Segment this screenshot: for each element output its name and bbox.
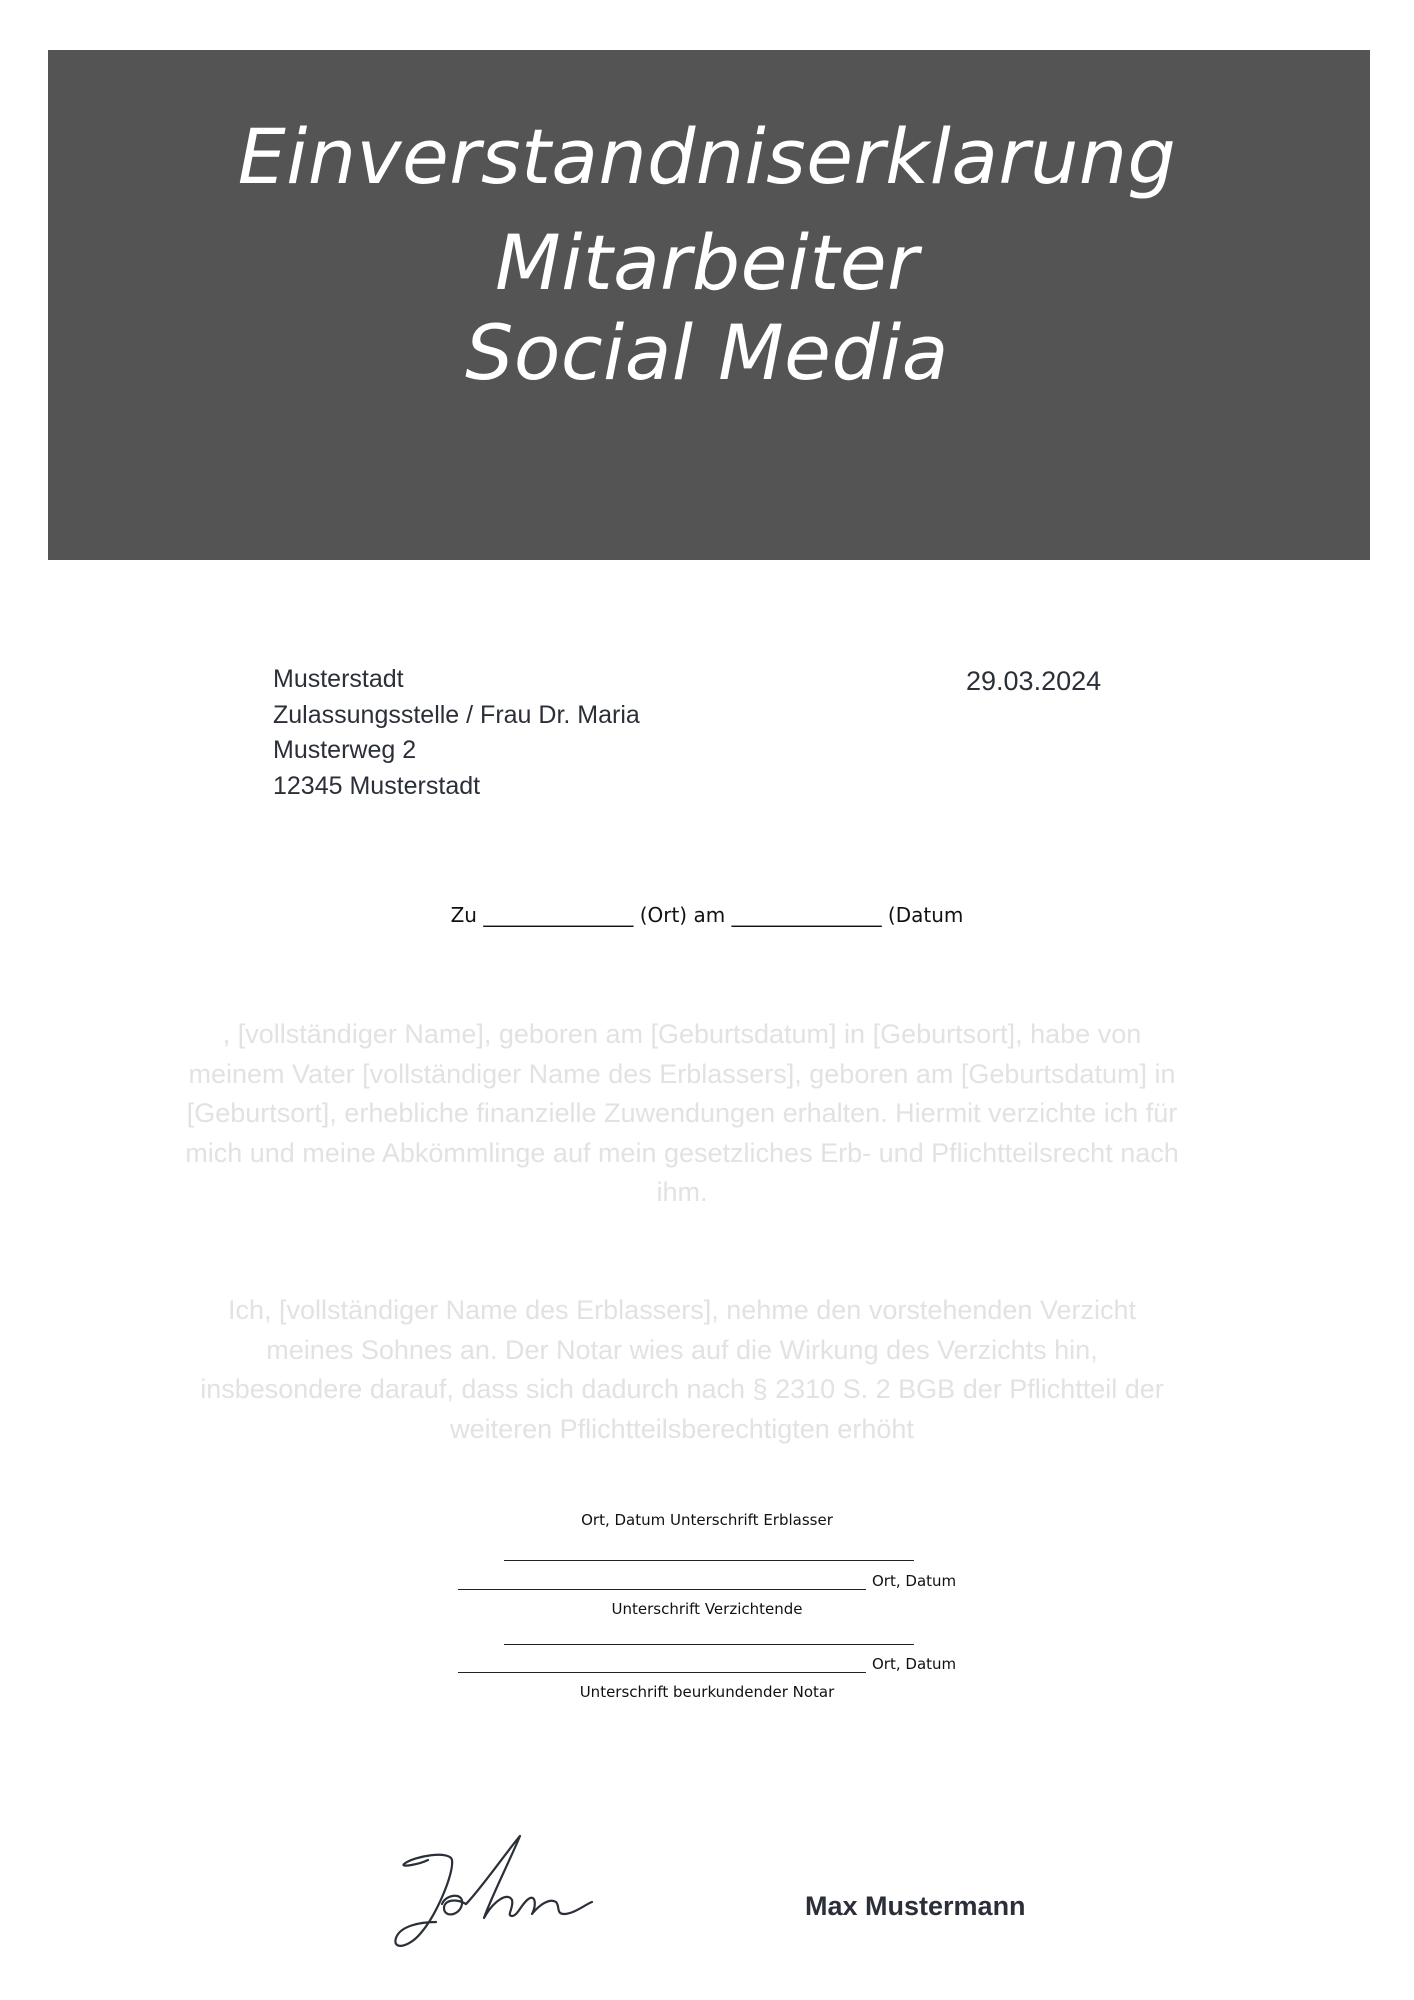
- address-line-city: Musterstadt: [273, 665, 404, 693]
- signature-line-notary-upper: [504, 1644, 914, 1645]
- body-paragraph-acceptance: Ich, [vollständiger Name des Erblassers], nehme den vorstehenden Verzicht meines Sohnes an. Der Notar wies auf die Wirkung des Verzichts hin, insbesondere darauf, dass sich dadurch nach § 2310 S. 2 BGB der Pflichtteil der weiteren Pflichtteilsberechtigten erhöht: [200, 1295, 1164, 1444]
- signature-line-testator: [504, 1560, 914, 1561]
- handwritten-signature: [390, 1830, 600, 1960]
- address-line-street: Musterweg 2: [273, 736, 417, 764]
- signature-label-renouncer: Unterschrift Verzichtende: [611, 1600, 803, 1618]
- ort-datum-label-2: Ort, Datum: [872, 1655, 957, 1673]
- document-title-line3: Social Media: [465, 308, 949, 397]
- signature-label-notary: Unterschrift beurkundender Notar: [579, 1683, 835, 1701]
- address-line-recipient: Zulassungsstelle / Frau Dr. Maria: [273, 700, 640, 729]
- document-date: 29.03.2024: [966, 666, 1102, 696]
- signature-line-notary: [458, 1672, 866, 1673]
- place-date-line: Zu _______________ (Ort) am _______________ (Datum: [450, 903, 964, 927]
- body-paragraph-renunciation: , [vollständiger Name], geboren am [Geburtsdatum] in [Geburtsort], habe von meinem Vater [vollständiger Name des Erblassers], geboren am [Geburtsdatum] in [Geburtsort], erhebliche finanzielle Zuwendungen erhalten. Hiermit verzichte ich für mich und meine Abkömmlinge auf mein gesetzliches Erb- und Pflichtteilsrecht nach ihm.: [185, 1019, 1179, 1207]
- signer-name: Max Mustermann: [805, 1891, 1026, 1921]
- signature-line-renouncer: [458, 1589, 866, 1590]
- document-title-line2: Mitarbeiter: [495, 218, 919, 307]
- ort-datum-label-1: Ort, Datum: [872, 1572, 957, 1590]
- signature-label-testator: Ort, Datum Unterschrift Erblasser: [581, 1511, 833, 1529]
- address-line-zip-city: 12345 Musterstadt: [273, 771, 481, 800]
- recipient-address: [273, 662, 640, 804]
- document-title-line1: Einverstandniserklarung: [237, 112, 1177, 201]
